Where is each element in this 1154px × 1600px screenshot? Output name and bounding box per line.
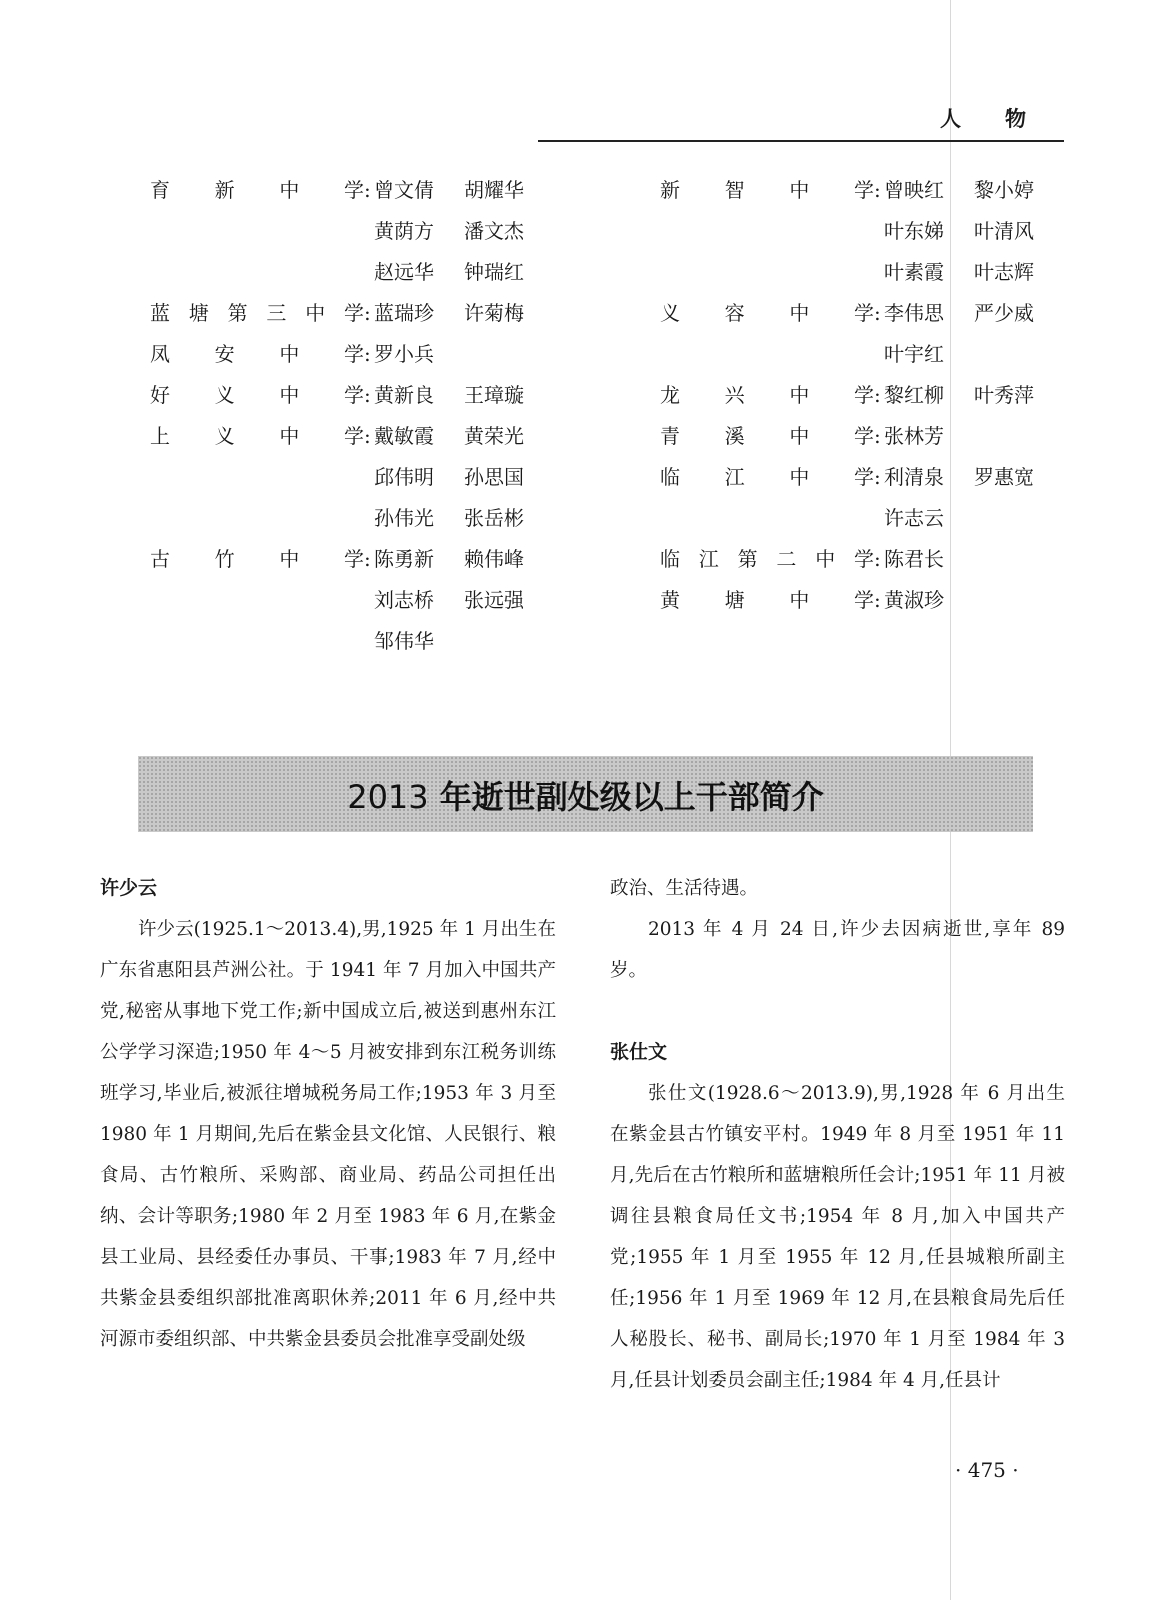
colon: :: [364, 547, 371, 571]
school-name: 育 新 中 学: [150, 178, 364, 202]
person-name: 蓝瑞珍: [374, 301, 434, 325]
column-left: [100, 868, 556, 1360]
article-paragraph: 张仕文(1928.6～2013.9),男,1928 年 6 月出生在紫金县古竹镇安平村。1949 年 8 月至 1951 年 11 月,先后在古竹粮所和蓝塘粮所任会计;1951 年 11 月被调往县粮食局任文书;1954 年 8 月,加入中国共产党;1955 年 1 月至 1955 年 12 月,任县城粮所副主任;1956 年 1 月至 1969 年 12 月,在县粮食局先后任人秘股长、秘书、副局长;1970 年 1 月至 1984 年 3 月,任县计划委员会副主任;1984 年 4 月,任县计: [610, 1083, 1065, 1391]
person-name: 张远强: [464, 588, 524, 612]
colon: :: [874, 465, 881, 489]
person-name: 陈君长: [884, 547, 944, 571]
person-name: 黄新良: [374, 383, 434, 407]
school-name: 新 智 中 学: [660, 178, 874, 202]
article-name: 张仕文: [610, 1041, 668, 1063]
school-name: 上 义 中 学: [150, 424, 364, 448]
person-name: 赵远华: [374, 260, 434, 284]
person-name: 钟瑞红: [464, 260, 524, 284]
banner-year: 2013: [347, 778, 429, 816]
page-number: · 475 ·: [955, 1458, 1019, 1482]
colon: :: [874, 301, 881, 325]
person-name: 叶秀萍: [974, 383, 1034, 407]
person-name: 叶素霞: [884, 260, 944, 284]
section-header: 人物: [940, 107, 1070, 131]
article-paragraph-continued: 政治、生活待遇。: [610, 878, 759, 899]
person-name: 曾映红: [884, 178, 944, 202]
person-name: 孙伟光: [374, 506, 434, 530]
school-name: 临 江 第 二 中 学: [660, 547, 874, 571]
article-paragraph: 许少云(1925.1～2013.4),男,1925 年 1 月出生在广东省惠阳县芦洲公社。于 1941 年 7 月加入中国共产党,秘密从事地下党工作;新中国成立后,被送到惠州东江公学学习深造;1950 年 4～5 月被安排到东江税务训练班学习,毕业后,被派往增城税务局工作;1953 年 3 月至 1980 年 1 月期间,先后在紫金县文化馆、人民银行、粮食局、古竹粮所、采购部、商业局、药品公司担任出纳、会计等职务;1980 年 2 月至 1983 年 6 月,在紫金县工业局、县经委任办事员、干事;1983 年 7 月,经中共紫金县委组织部批准离职休养;2011 年 6 月,经中共河源市委组织部、中共紫金县委员会批准享受副处级: [100, 919, 556, 1350]
person-name: 黎小婷: [974, 178, 1034, 202]
colon: :: [364, 342, 371, 366]
person-name: 罗小兵: [374, 342, 434, 366]
header-rule: [538, 140, 1064, 142]
person-name: 赖伟峰: [464, 547, 524, 571]
banner-title: [138, 772, 1033, 818]
banner-title-text: 年逝世副处级以上干部简介: [439, 778, 824, 816]
school-name: 凤 安 中 学: [150, 342, 364, 366]
person-name: 叶宇红: [884, 342, 944, 366]
person-name: 胡耀华: [464, 178, 524, 202]
person-name: 利清泉: [884, 465, 944, 489]
colon: :: [364, 383, 371, 407]
person-name: 戴敏霞: [374, 424, 434, 448]
colon: :: [364, 178, 371, 202]
colon: :: [874, 424, 881, 448]
person-name: 曾文倩: [374, 178, 434, 202]
article-paragraph: 2013 年 4 月 24 日,许少去因病逝世,享年 89 岁。: [610, 919, 1065, 981]
school-name: 好 义 中 学: [150, 383, 364, 407]
person-name: 叶志辉: [974, 260, 1034, 284]
person-name: 黄荣光: [464, 424, 524, 448]
person-name: 潘文杰: [464, 219, 524, 243]
person-name: 孙思国: [464, 465, 524, 489]
school-name: 蓝 塘 第 三 中 学: [150, 301, 364, 325]
person-name: 黄淑珍: [884, 588, 944, 612]
colon: :: [874, 383, 881, 407]
person-name: 叶东娣: [884, 219, 944, 243]
person-name: 刘志桥: [374, 588, 434, 612]
school-name: 古 竹 中 学: [150, 547, 364, 571]
spacer: [610, 991, 1065, 1032]
person-name: 邹伟华: [374, 629, 434, 653]
person-name: 陈勇新: [374, 547, 434, 571]
colon: :: [874, 588, 881, 612]
colon: :: [364, 301, 371, 325]
person-name: 黎红柳: [884, 383, 944, 407]
school-name: 临 江 中 学: [660, 465, 874, 489]
person-name: 王璋璇: [464, 383, 524, 407]
colon: :: [874, 178, 881, 202]
article-name: 许少云: [100, 877, 158, 899]
colon: :: [364, 424, 371, 448]
colon: :: [874, 547, 881, 571]
school-name: 青 溪 中 学: [660, 424, 874, 448]
school-name: 义 容 中 学: [660, 301, 874, 325]
person-name: 叶清风: [974, 219, 1034, 243]
person-name: 张林芳: [884, 424, 944, 448]
person-name: 罗惠宽: [974, 465, 1034, 489]
person-name: 许菊梅: [464, 301, 524, 325]
section-banner: [138, 756, 1033, 832]
school-name: 龙 兴 中 学: [660, 383, 874, 407]
person-name: 许志云: [884, 506, 944, 530]
column-right: [610, 868, 1065, 1401]
person-name: 邱伟明: [374, 465, 434, 489]
person-name: 李伟思: [884, 301, 944, 325]
school-name: 黄 塘 中 学: [660, 588, 874, 612]
person-name: 张岳彬: [464, 506, 524, 530]
person-name: 黄荫方: [374, 219, 434, 243]
person-name: 严少威: [974, 301, 1034, 325]
